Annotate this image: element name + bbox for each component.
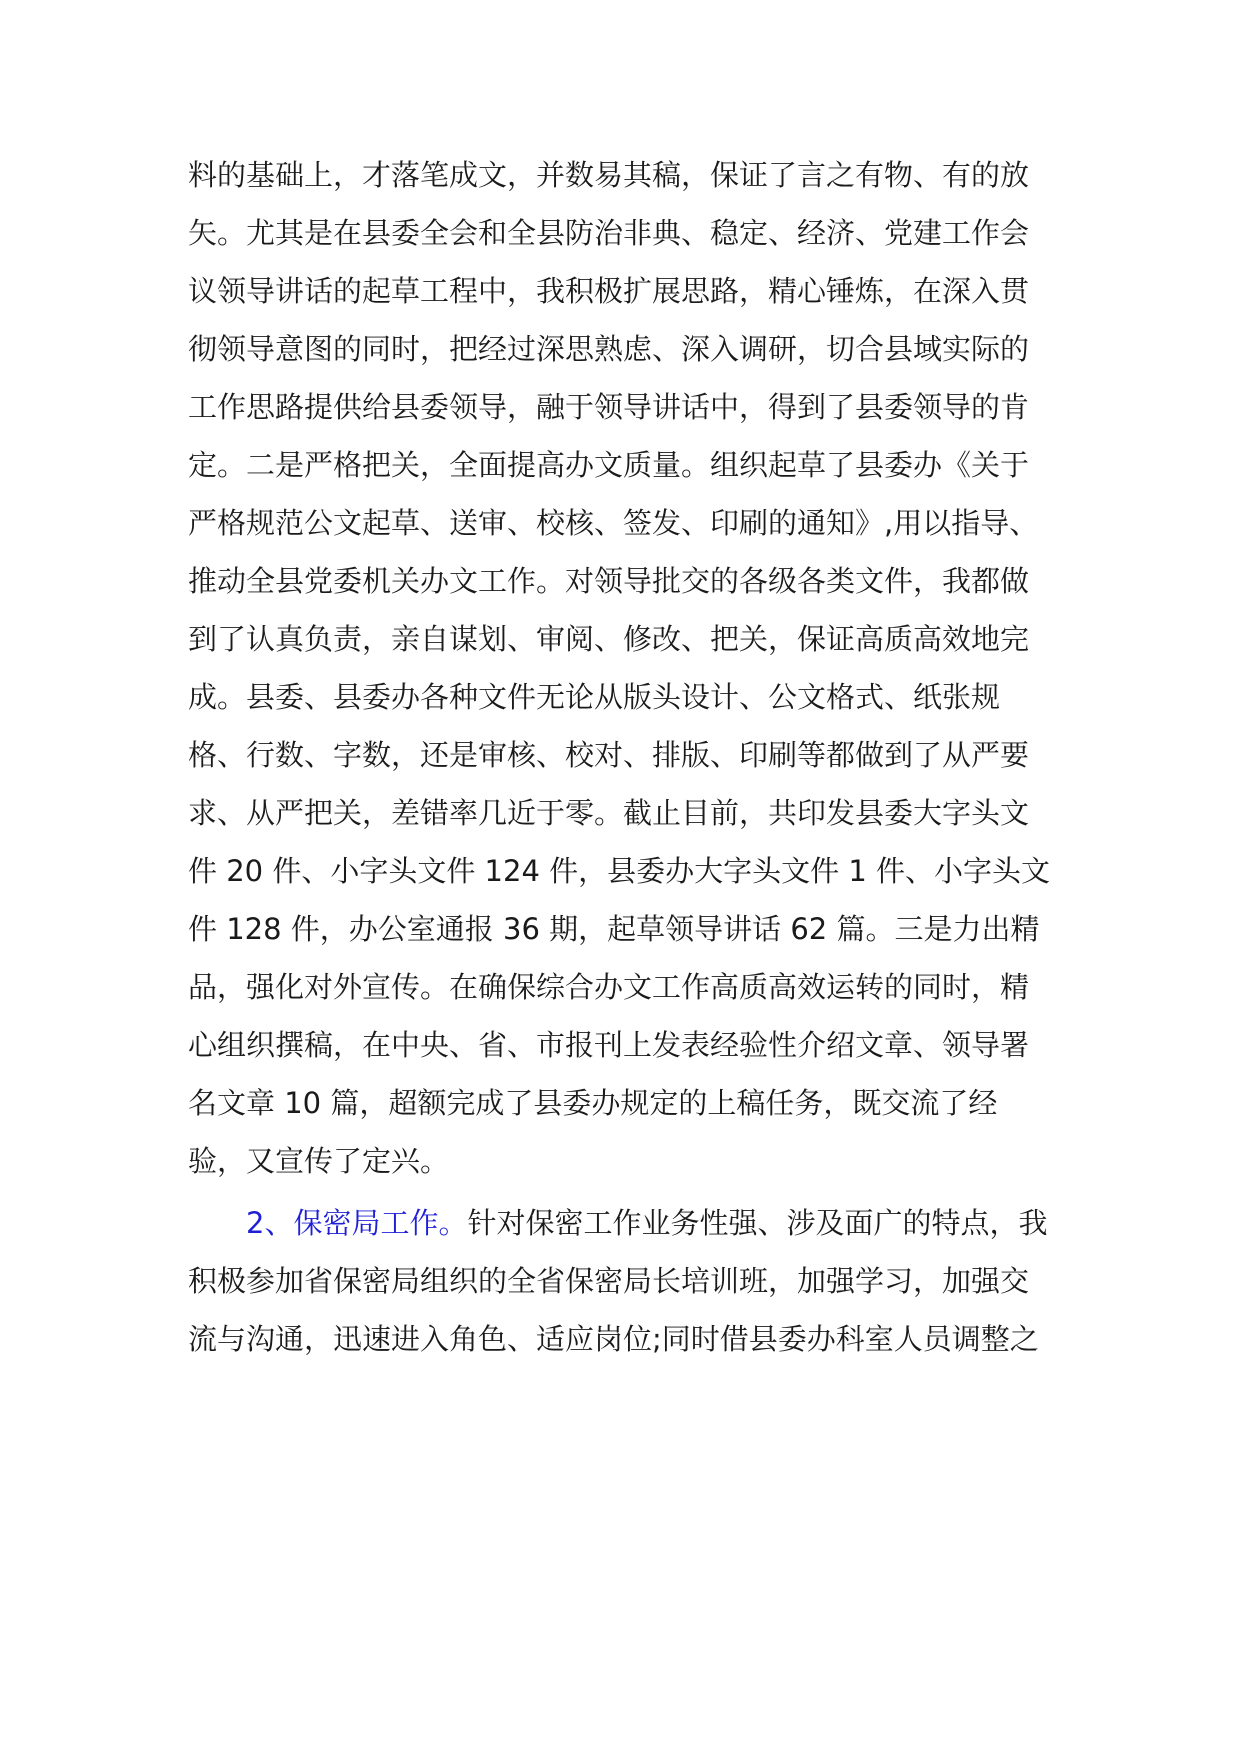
- paragraph-1-line: 名文章 10 篇，超额完成了县委办规定的上稿任务，既交流了经: [188, 1086, 998, 1120]
- paragraph-2-line: 流与沟通，迅速进入角色、适应岗位;同时借县委办科室人员调整之: [188, 1322, 1039, 1356]
- paragraph-2-first-line-text: 针对保密工作业务性强、涉及面广的特点，我: [467, 1206, 1048, 1240]
- paragraph-2-first-line: [246, 1203, 1047, 1243]
- paragraph-1-line: 议领导讲话的起草工程中，我积极扩展思路，精心锤炼，在深入贯: [188, 274, 1030, 308]
- paragraph-1-line: 推动全县党委机关办文工作。对领导批交的各级各类文件，我都做: [188, 564, 1030, 598]
- paragraph-1-line: 严格规范公文起草、送审、校核、签发、印刷的通知》,用以指导、: [188, 506, 1039, 540]
- section-heading: 2、保密局工作。: [246, 1206, 468, 1240]
- paragraph-2-line: 积极参加省保密局组织的全省保密局长培训班，加强学习，加强交: [188, 1264, 1030, 1298]
- paragraph-1-line: 到了认真负责，亲自谋划、审阅、修改、把关，保证高质高效地完: [188, 622, 1030, 656]
- paragraph-1-line: 成。县委、县委办各种文件无论从版头设计、公文格式、纸张规: [188, 680, 1001, 714]
- paragraph-1-line: 矢。尤其是在县委全会和全县防治非典、稳定、经济、党建工作会: [188, 216, 1030, 250]
- paragraph-1-line: 工作思路提供给县委领导，融于领导讲话中，得到了县委领导的肯: [188, 390, 1030, 424]
- paragraph-1-line: 验，又宣传了定兴。: [188, 1144, 450, 1178]
- paragraph-1-line: 心组织撰稿，在中央、省、市报刊上发表经验性介绍文章、领导署: [188, 1028, 1030, 1062]
- paragraph-1-line: 件 128 件，办公室通报 36 期，起草领导讲话 62 篇。三是力出精: [188, 912, 1040, 946]
- paragraph-1-line: 品，强化对外宣传。在确保综合办文工作高质高效运转的同时，精: [188, 970, 1030, 1004]
- paragraph-1-line: 格、行数、字数，还是审核、校对、排版、印刷等都做到了从严要: [188, 738, 1030, 772]
- paragraph-1-line: 求、从严把关，差错率几近于零。截止目前，共印发县委大字头文: [188, 796, 1030, 830]
- paragraph-1-line: 料的基础上，才落笔成文，并数易其稿，保证了言之有物、有的放: [188, 158, 1030, 192]
- paragraph-1-line: 件 20 件、小字头文件 124 件，县委办大字头文件 1 件、小字头文: [188, 854, 1051, 888]
- paragraph-1-line: 定。二是严格把关，全面提高办文质量。组织起草了县委办《关于: [188, 448, 1030, 482]
- paragraph-1-line: 彻领导意图的同时，把经过深思熟虑、深入调研，切合县域实际的: [188, 332, 1030, 366]
